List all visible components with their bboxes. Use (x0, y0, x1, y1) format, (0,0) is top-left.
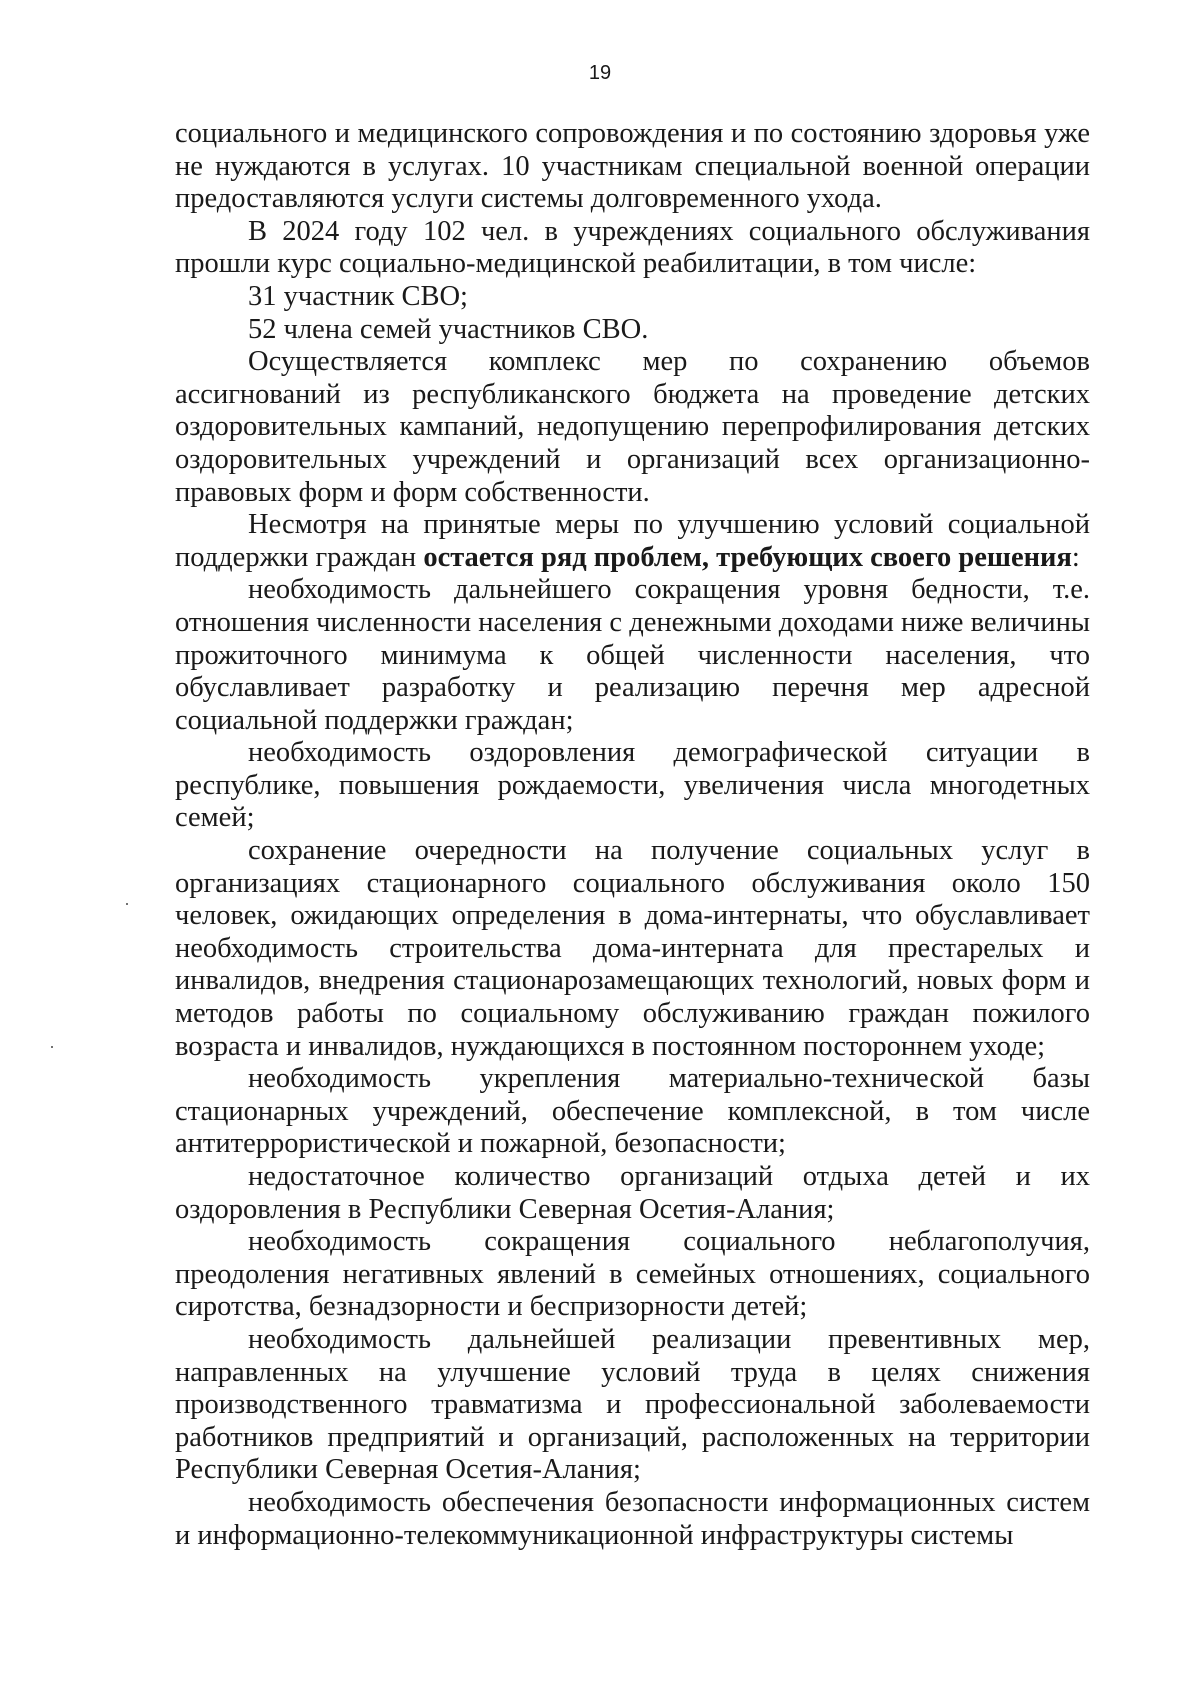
paragraph-demography: необходимость оздоровления демографической ситуации в республике, повышения рождаемости, увеличения числа многодетных семей; (175, 737, 1090, 834)
problems-intro-text: Несмотря на принятые меры по улучшению условий социальной поддержки граждан (175, 509, 1090, 573)
scan-speck (126, 903, 128, 905)
problems-intro-colon: : (1071, 541, 1080, 573)
paragraph-queue: сохранение очередности на получение социальных услуг в организациях стационарного социального обслуживания около 150 человек, ожидающих определения в дома-интернаты, что обуславливает необходимость строительства дома-интерната для престарелых и инвалидов, внедрения стационарозамещающих технологий, новых форм и методов работы по социальному обслуживанию граждан пожилого возраста и инвалидов, нуждающихся в постоянном постороннем уходе; (175, 835, 1090, 1062)
paragraph-continuation: социального и медицинского сопровождения и по состоянию здоровья уже не нуждаются в услугах. 10 участникам специальной военной операции предоставляются услуги системы долговременного ухода. (175, 118, 1090, 215)
problems-intro-bold: остается ряд проблем, требующих своего решения (423, 541, 1072, 573)
document-body (175, 118, 1090, 1552)
paragraph-rehab-summary: В 2024 году 102 чел. в учреждениях социального обслуживания прошли курс социально-медицинской реабилитации, в том числе: (175, 215, 1090, 280)
paragraph-infrastructure: необходимость укрепления материально-технической базы стационарных учреждений, обеспечение комплексной, в том числе антитеррористической и пожарной, безопасности; (175, 1063, 1090, 1160)
paragraph-poverty: необходимость дальнейшего сокращения уровня бедности, т.е. отношения численности населения с денежными доходами ниже величины прожиточного минимума к общей численности населения, что обуславливает разработку и реализацию перечня мер адресной социальной поддержки граждан; (175, 574, 1090, 736)
paragraph-problems-intro (175, 509, 1090, 574)
scan-speck (51, 1046, 53, 1048)
paragraph-labor-safety: необходимость дальнейшей реализации превентивных мер, направленных на улучшение условий труда в целях снижения производственного травматизма и профессиональной заболеваемости работников предприятий и организаций, расположенных на территории Республики Северная Осетия-Алания; (175, 1323, 1090, 1486)
page-number: 19 (588, 62, 612, 84)
paragraph-children-recreation: недостаточное количество организаций отдыха детей и их оздоровления в Республики Северная Осетия-Алания; (175, 1161, 1090, 1225)
paragraph-social-trouble: необходимость сокращения социального неблагополучия, преодоления негативных явлений в семейных отношениях, социального сиротства, безнадзорности и беспризорности детей; (175, 1226, 1090, 1323)
paragraph-info-security: необходимость обеспечения безопасности информационных систем и информационно-телекоммуникационной инфраструктуры системы (175, 1486, 1090, 1551)
paragraph-svo-families: 52 члена семей участников СВО. (248, 313, 649, 345)
paragraph-budget-measures: Осуществляется комплекс мер по сохранению объемов ассигнований из республиканского бюджета на проведение детских оздоровительных кампаний, недопущению перепрофилирования детских оздоровительных учреждений и организаций всех организационно-правовых форм и форм собственности. (175, 346, 1090, 508)
paragraph-svo-participants: 31 участник СВО; (248, 280, 468, 312)
